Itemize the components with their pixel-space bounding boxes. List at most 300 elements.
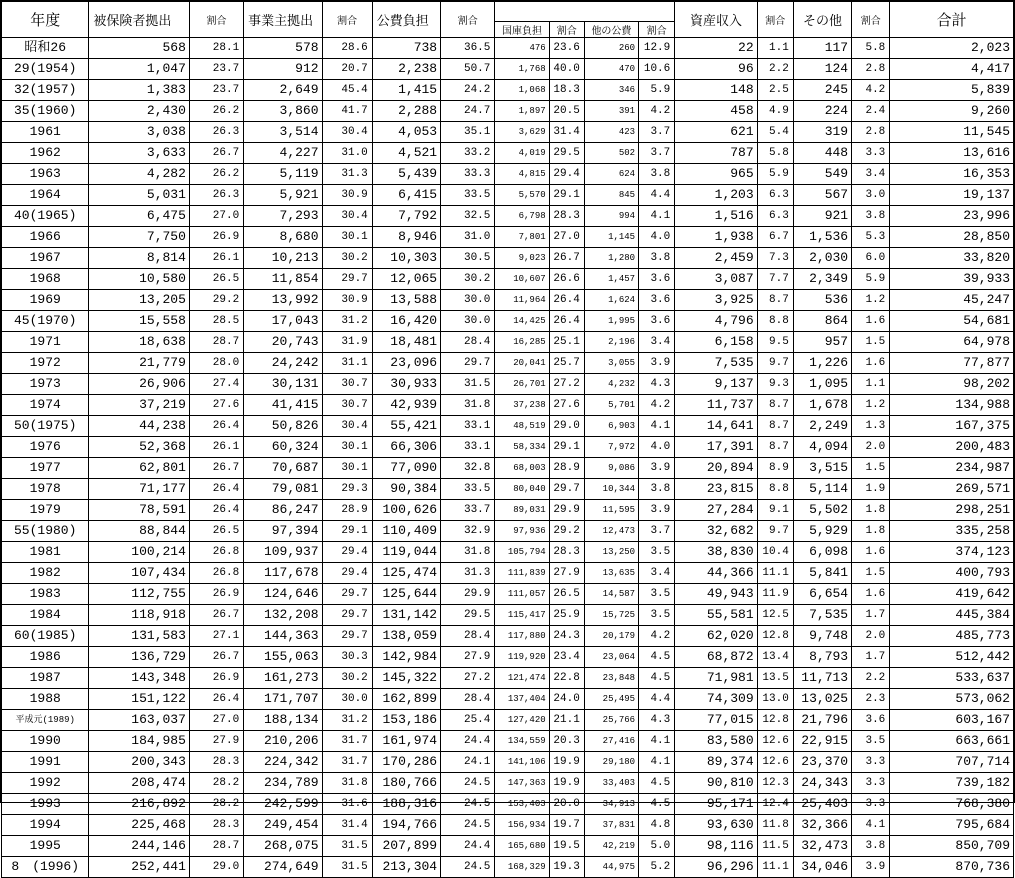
employer-pct-cell: 20.7 [322, 59, 372, 80]
other-public-cell: 29,180 [584, 752, 638, 773]
year-cell: 1963 [2, 164, 89, 185]
other-public-pct-cell: 4.1 [639, 206, 675, 227]
employer-pct-cell: 28.6 [322, 38, 372, 59]
national-cell: 16,285 [495, 332, 549, 353]
other-cell: 8,793 [793, 647, 851, 668]
insured-pct-cell: 29.2 [189, 290, 243, 311]
public-pct-cell: 24.4 [441, 836, 495, 857]
total-cell: 445,384 [890, 605, 1014, 626]
other-public-cell: 44,975 [584, 857, 638, 878]
employer-cell: 3,514 [244, 122, 322, 143]
other-cell: 319 [793, 122, 851, 143]
year-cell: 60(1985) [2, 626, 89, 647]
other-pct-cell: 3.5 [852, 731, 890, 752]
table-row [2, 752, 1014, 773]
other-public-pct-cell: 4.1 [639, 752, 675, 773]
other-pct-cell: 6.0 [852, 248, 890, 269]
insured-pct-cell: 28.7 [189, 836, 243, 857]
table-row [2, 563, 1014, 584]
asset-cell: 49,943 [675, 584, 757, 605]
asset-pct-cell: 12.6 [757, 752, 793, 773]
public-cell: 180,766 [372, 773, 440, 794]
public-cell: 30,933 [372, 374, 440, 395]
total-cell: 850,709 [890, 836, 1014, 857]
asset-cell: 77,015 [675, 710, 757, 731]
insured-pct-cell: 26.4 [189, 500, 243, 521]
other-cell: 448 [793, 143, 851, 164]
employer-cell: 144,363 [244, 626, 322, 647]
employer-cell: 268,075 [244, 836, 322, 857]
insured-cell: 18,638 [89, 332, 189, 353]
asset-cell: 148 [675, 80, 757, 101]
asset-pct-cell: 9.7 [757, 353, 793, 374]
insured-pct-cell: 28.1 [189, 38, 243, 59]
year-cell: 1962 [2, 143, 89, 164]
national-pct-cell: 19.9 [549, 752, 584, 773]
year-cell: 35(1960) [2, 101, 89, 122]
insured-cell: 252,441 [89, 857, 189, 878]
insured-cell: 107,434 [89, 563, 189, 584]
public-pct-cell: 24.5 [441, 857, 495, 878]
col-header-year: 年度 [2, 2, 89, 38]
other-public-cell: 10,344 [584, 479, 638, 500]
asset-cell: 2,459 [675, 248, 757, 269]
national-cell: 58,334 [495, 437, 549, 458]
other-public-cell: 25,495 [584, 689, 638, 710]
employer-pct-cell: 29.3 [322, 479, 372, 500]
year-cell: 32(1957) [2, 80, 89, 101]
asset-pct-cell: 8.9 [757, 458, 793, 479]
employer-cell: 3,860 [244, 101, 322, 122]
employer-cell: 124,646 [244, 584, 322, 605]
other-cell: 245 [793, 80, 851, 101]
insured-cell: 52,368 [89, 437, 189, 458]
employer-cell: 8,680 [244, 227, 322, 248]
public-pct-cell: 33.2 [441, 143, 495, 164]
other-cell: 32,473 [793, 836, 851, 857]
year-cell: 1967 [2, 248, 89, 269]
employer-cell: 24,242 [244, 353, 322, 374]
other-public-cell: 27,416 [584, 731, 638, 752]
public-cell: 153,186 [372, 710, 440, 731]
other-public-cell: 14,587 [584, 584, 638, 605]
national-pct-cell: 29.4 [549, 164, 584, 185]
public-pct-cell: 30.0 [441, 290, 495, 311]
public-cell: 2,288 [372, 101, 440, 122]
asset-cell: 1,938 [675, 227, 757, 248]
col-header-employer-pct: 割合 [322, 2, 372, 38]
employer-pct-cell: 41.7 [322, 101, 372, 122]
insured-cell: 225,468 [89, 815, 189, 836]
other-cell: 1,678 [793, 395, 851, 416]
asset-pct-cell: 12.6 [757, 731, 793, 752]
public-cell: 738 [372, 38, 440, 59]
other-public-cell: 391 [584, 101, 638, 122]
public-cell: 207,899 [372, 836, 440, 857]
other-cell: 13,025 [793, 689, 851, 710]
other-public-cell: 13,635 [584, 563, 638, 584]
other-public-pct-cell: 4.5 [639, 773, 675, 794]
total-cell: 298,251 [890, 500, 1014, 521]
employer-pct-cell: 30.4 [322, 206, 372, 227]
other-pct-cell: 1.6 [852, 584, 890, 605]
public-cell: 125,644 [372, 584, 440, 605]
other-cell: 117 [793, 38, 851, 59]
insured-cell: 131,583 [89, 626, 189, 647]
col-header-public-pct: 割合 [441, 2, 495, 38]
national-cell: 37,238 [495, 395, 549, 416]
total-cell: 573,062 [890, 689, 1014, 710]
insured-cell: 13,205 [89, 290, 189, 311]
employer-pct-cell: 31.2 [322, 710, 372, 731]
insured-pct-cell: 28.2 [189, 794, 243, 815]
year-cell: 1981 [2, 542, 89, 563]
other-pct-cell: 2.0 [852, 437, 890, 458]
asset-pct-cell: 12.3 [757, 773, 793, 794]
national-pct-cell: 26.7 [549, 248, 584, 269]
social-security-revenue-table [1, 1, 1014, 878]
other-public-cell: 7,972 [584, 437, 638, 458]
public-pct-cell: 30.0 [441, 311, 495, 332]
total-cell: 134,988 [890, 395, 1014, 416]
public-pct-cell: 31.8 [441, 395, 495, 416]
table-row [2, 437, 1014, 458]
national-cell: 153,403 [495, 794, 549, 815]
employer-cell: 234,789 [244, 773, 322, 794]
insured-cell: 26,906 [89, 374, 189, 395]
asset-cell: 3,087 [675, 269, 757, 290]
year-cell: 1987 [2, 668, 89, 689]
national-pct-cell: 29.5 [549, 143, 584, 164]
total-cell: 512,442 [890, 647, 1014, 668]
other-public-cell: 1,280 [584, 248, 638, 269]
employer-cell: 210,206 [244, 731, 322, 752]
asset-pct-cell: 12.5 [757, 605, 793, 626]
employer-pct-cell: 30.7 [322, 374, 372, 395]
other-public-cell: 25,766 [584, 710, 638, 731]
national-cell: 4,019 [495, 143, 549, 164]
public-pct-cell: 25.4 [441, 710, 495, 731]
col-header-asset: 資産収入 [675, 2, 757, 38]
national-pct-cell: 26.4 [549, 311, 584, 332]
table-row [2, 668, 1014, 689]
national-cell: 147,363 [495, 773, 549, 794]
other-pct-cell: 1.7 [852, 647, 890, 668]
insured-cell: 216,892 [89, 794, 189, 815]
national-pct-cell: 31.4 [549, 122, 584, 143]
asset-pct-cell: 9.1 [757, 500, 793, 521]
table-row [2, 143, 1014, 164]
other-cell: 536 [793, 290, 851, 311]
other-public-pct-cell: 3.5 [639, 542, 675, 563]
insured-cell: 8,814 [89, 248, 189, 269]
year-cell: 1961 [2, 122, 89, 143]
national-cell: 3,629 [495, 122, 549, 143]
employer-pct-cell: 30.0 [322, 689, 372, 710]
insured-pct-cell: 29.0 [189, 857, 243, 878]
public-cell: 16,420 [372, 311, 440, 332]
table-row [2, 794, 1014, 815]
national-cell: 121,474 [495, 668, 549, 689]
insured-cell: 136,729 [89, 647, 189, 668]
table-row [2, 38, 1014, 59]
other-pct-cell: 3.3 [852, 773, 890, 794]
employer-pct-cell: 30.1 [322, 437, 372, 458]
table-row [2, 836, 1014, 857]
year-cell: 1971 [2, 332, 89, 353]
other-cell: 1,095 [793, 374, 851, 395]
asset-cell: 23,815 [675, 479, 757, 500]
year-cell: 1983 [2, 584, 89, 605]
total-cell: 663,661 [890, 731, 1014, 752]
other-cell: 5,114 [793, 479, 851, 500]
public-cell: 138,059 [372, 626, 440, 647]
year-cell: 1982 [2, 563, 89, 584]
asset-pct-cell: 11.5 [757, 836, 793, 857]
employer-cell: 249,454 [244, 815, 322, 836]
insured-pct-cell: 26.1 [189, 248, 243, 269]
other-public-pct-cell: 3.6 [639, 290, 675, 311]
other-public-pct-cell: 4.2 [639, 101, 675, 122]
public-cell: 1,415 [372, 80, 440, 101]
employer-pct-cell: 30.9 [322, 185, 372, 206]
other-public-pct-cell: 3.9 [639, 500, 675, 521]
employer-pct-cell: 30.2 [322, 248, 372, 269]
public-pct-cell: 27.2 [441, 668, 495, 689]
table-row [2, 332, 1014, 353]
national-cell: 127,420 [495, 710, 549, 731]
employer-cell: 2,649 [244, 80, 322, 101]
insured-cell: 21,779 [89, 353, 189, 374]
total-cell: 200,483 [890, 437, 1014, 458]
asset-cell: 787 [675, 143, 757, 164]
national-pct-cell: 29.2 [549, 521, 584, 542]
national-pct-cell: 24.3 [549, 626, 584, 647]
year-cell: 29(1954) [2, 59, 89, 80]
national-cell: 1,068 [495, 80, 549, 101]
table-row [2, 269, 1014, 290]
national-cell: 4,815 [495, 164, 549, 185]
national-pct-cell: 28.3 [549, 542, 584, 563]
insured-cell: 2,430 [89, 101, 189, 122]
asset-pct-cell: 10.4 [757, 542, 793, 563]
insured-pct-cell: 27.1 [189, 626, 243, 647]
public-pct-cell: 33.1 [441, 416, 495, 437]
other-public-pct-cell: 3.8 [639, 248, 675, 269]
other-pct-cell: 1.5 [852, 458, 890, 479]
other-public-cell: 5,701 [584, 395, 638, 416]
table-row [2, 206, 1014, 227]
asset-pct-cell: 11.1 [757, 563, 793, 584]
public-cell: 5,439 [372, 164, 440, 185]
national-cell: 156,934 [495, 815, 549, 836]
national-cell: 134,559 [495, 731, 549, 752]
other-public-cell: 20,179 [584, 626, 638, 647]
other-public-cell: 12,473 [584, 521, 638, 542]
employer-cell: 10,213 [244, 248, 322, 269]
table-row [2, 164, 1014, 185]
public-cell: 162,899 [372, 689, 440, 710]
other-public-cell: 13,250 [584, 542, 638, 563]
public-cell: 161,974 [372, 731, 440, 752]
year-cell: 1964 [2, 185, 89, 206]
other-cell: 34,046 [793, 857, 851, 878]
other-pct-cell: 1.3 [852, 416, 890, 437]
public-cell: 18,481 [372, 332, 440, 353]
other-public-pct-cell: 4.3 [639, 710, 675, 731]
col-header-other-pct: 割合 [852, 2, 890, 38]
other-public-cell: 346 [584, 80, 638, 101]
insured-pct-cell: 26.5 [189, 521, 243, 542]
other-public-cell: 37,831 [584, 815, 638, 836]
employer-cell: 70,687 [244, 458, 322, 479]
insured-pct-cell: 26.2 [189, 101, 243, 122]
asset-pct-cell: 2.5 [757, 80, 793, 101]
asset-cell: 1,516 [675, 206, 757, 227]
table-row [2, 248, 1014, 269]
year-cell: 50(1975) [2, 416, 89, 437]
public-cell: 4,053 [372, 122, 440, 143]
total-cell: 5,839 [890, 80, 1014, 101]
insured-cell: 244,146 [89, 836, 189, 857]
other-pct-cell: 3.8 [852, 206, 890, 227]
public-pct-cell: 29.7 [441, 353, 495, 374]
national-pct-cell: 40.0 [549, 59, 584, 80]
other-pct-cell: 1.6 [852, 542, 890, 563]
asset-cell: 27,284 [675, 500, 757, 521]
public-cell: 10,303 [372, 248, 440, 269]
total-cell: 533,637 [890, 668, 1014, 689]
other-cell: 921 [793, 206, 851, 227]
national-pct-cell: 26.6 [549, 269, 584, 290]
national-cell: 9,023 [495, 248, 549, 269]
other-pct-cell: 3.3 [852, 752, 890, 773]
asset-pct-cell: 6.7 [757, 227, 793, 248]
employer-cell: 912 [244, 59, 322, 80]
national-pct-cell: 20.5 [549, 101, 584, 122]
total-cell: 28,850 [890, 227, 1014, 248]
asset-pct-cell: 8.7 [757, 290, 793, 311]
year-cell: 55(1980) [2, 521, 89, 542]
other-pct-cell: 2.8 [852, 122, 890, 143]
employer-cell: 60,324 [244, 437, 322, 458]
asset-pct-cell: 5.9 [757, 164, 793, 185]
other-pct-cell: 3.4 [852, 164, 890, 185]
table-row [2, 122, 1014, 143]
asset-pct-cell: 13.5 [757, 668, 793, 689]
table-row [2, 227, 1014, 248]
national-cell: 80,040 [495, 479, 549, 500]
asset-pct-cell: 11.9 [757, 584, 793, 605]
year-cell: 1993 [2, 794, 89, 815]
asset-cell: 9,137 [675, 374, 757, 395]
other-public-cell: 4,232 [584, 374, 638, 395]
public-cell: 42,939 [372, 395, 440, 416]
asset-pct-cell: 5.8 [757, 143, 793, 164]
asset-cell: 83,580 [675, 731, 757, 752]
public-cell: 110,409 [372, 521, 440, 542]
table-row [2, 773, 1014, 794]
insured-cell: 88,844 [89, 521, 189, 542]
national-pct-cell: 23.4 [549, 647, 584, 668]
total-cell: 485,773 [890, 626, 1014, 647]
other-public-pct-cell: 12.9 [639, 38, 675, 59]
insured-cell: 78,591 [89, 500, 189, 521]
asset-pct-cell: 12.8 [757, 710, 793, 731]
national-cell: 119,920 [495, 647, 549, 668]
public-pct-cell: 28.4 [441, 332, 495, 353]
year-cell: 1968 [2, 269, 89, 290]
insured-cell: 143,348 [89, 668, 189, 689]
employer-pct-cell: 29.1 [322, 521, 372, 542]
total-cell: 64,978 [890, 332, 1014, 353]
asset-pct-cell: 8.8 [757, 479, 793, 500]
other-public-cell: 11,595 [584, 500, 638, 521]
public-cell: 77,090 [372, 458, 440, 479]
public-pct-cell: 31.3 [441, 563, 495, 584]
table-row [2, 584, 1014, 605]
employer-pct-cell: 30.1 [322, 227, 372, 248]
national-pct-cell: 21.1 [549, 710, 584, 731]
employer-pct-cell: 29.7 [322, 584, 372, 605]
national-pct-cell: 29.9 [549, 500, 584, 521]
other-pct-cell: 1.7 [852, 605, 890, 626]
other-pct-cell: 5.3 [852, 227, 890, 248]
other-cell: 5,929 [793, 521, 851, 542]
public-pct-cell: 33.1 [441, 437, 495, 458]
public-pct-cell: 29.5 [441, 605, 495, 626]
employer-pct-cell: 31.0 [322, 143, 372, 164]
national-pct-cell: 25.7 [549, 353, 584, 374]
insured-cell: 184,985 [89, 731, 189, 752]
year-cell: 1995 [2, 836, 89, 857]
insured-pct-cell: 26.3 [189, 185, 243, 206]
insured-cell: 4,282 [89, 164, 189, 185]
col-header-employer: 事業主拠出 [244, 2, 322, 38]
public-pct-cell: 24.5 [441, 794, 495, 815]
national-pct-cell: 26.5 [549, 584, 584, 605]
employer-pct-cell: 30.1 [322, 458, 372, 479]
employer-cell: 242,599 [244, 794, 322, 815]
public-cell: 6,415 [372, 185, 440, 206]
public-pct-cell: 36.5 [441, 38, 495, 59]
other-cell: 5,502 [793, 500, 851, 521]
other-public-pct-cell: 3.8 [639, 164, 675, 185]
insured-pct-cell: 28.5 [189, 311, 243, 332]
asset-pct-cell: 5.4 [757, 122, 793, 143]
national-cell: 7,801 [495, 227, 549, 248]
insured-cell: 568 [89, 38, 189, 59]
table-row [2, 815, 1014, 836]
asset-pct-cell: 8.8 [757, 311, 793, 332]
insured-pct-cell: 23.7 [189, 80, 243, 101]
employer-cell: 224,342 [244, 752, 322, 773]
asset-pct-cell: 4.9 [757, 101, 793, 122]
asset-cell: 3,925 [675, 290, 757, 311]
national-cell: 137,404 [495, 689, 549, 710]
total-cell: 13,616 [890, 143, 1014, 164]
insured-pct-cell: 26.4 [189, 689, 243, 710]
public-cell: 119,044 [372, 542, 440, 563]
other-public-pct-cell: 3.5 [639, 605, 675, 626]
col-header-public: 公費負担 [372, 2, 440, 38]
national-cell: 6,798 [495, 206, 549, 227]
other-public-cell: 15,725 [584, 605, 638, 626]
other-cell: 864 [793, 311, 851, 332]
insured-pct-cell: 27.4 [189, 374, 243, 395]
employer-pct-cell: 30.4 [322, 122, 372, 143]
national-pct-cell: 19.9 [549, 773, 584, 794]
